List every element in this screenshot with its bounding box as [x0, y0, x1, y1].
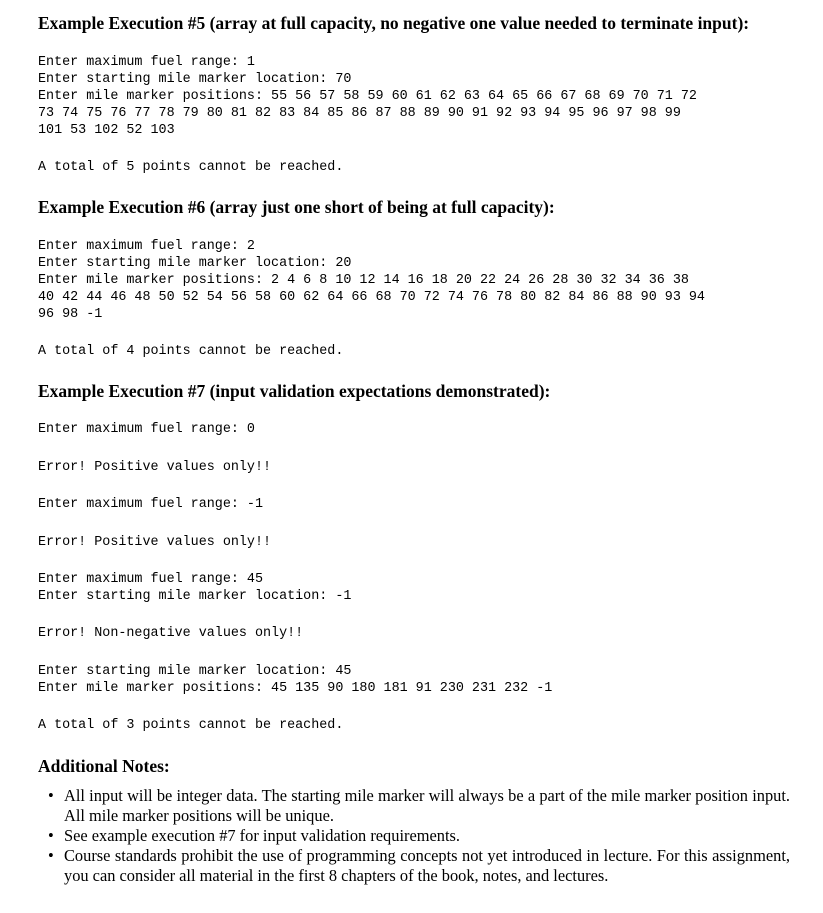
- console-line: Enter maximum fuel range: 1: [38, 55, 255, 70]
- example-6-console: [38, 238, 705, 323]
- example-5-console: [38, 54, 697, 139]
- console-line: 73 74 75 76 77 78 79 80 81 82 83 84 85 86 87 88 89 90 91 92 93 94 95 96 97 98 99: [38, 106, 681, 121]
- console-line: Enter maximum fuel range: 45: [38, 572, 263, 587]
- console-line: 40 42 44 46 48 50 52 54 56 58 60 62 64 66 68 70 72 74 76 78 80 82 84 86 88 90 93 94: [38, 290, 705, 305]
- note-text: Course standards prohibit the use of programming concepts not yet introduced in lecture. For this assignment, you can consider all material in the first 8 chapters of the book, notes, and lectures.: [64, 846, 790, 885]
- example-7-result: A total of 3 points cannot be reached.: [38, 718, 344, 733]
- console-line: 101 53 102 52 103: [38, 123, 175, 138]
- note-text: All input will be integer data. The starting mile marker will always be a part of the mile marker position input. All mile marker positions will be unique.: [64, 786, 790, 825]
- bullet-icon: •: [48, 826, 54, 845]
- example-5-result: A total of 5 points cannot be reached.: [38, 160, 344, 175]
- list-item: [38, 826, 790, 846]
- bullet-icon: •: [48, 846, 54, 865]
- error-message: Error! Non-negative values only!!: [38, 626, 304, 641]
- error-message: Error! Positive values only!!: [38, 535, 272, 550]
- example-5-heading: Example Execution #5 (array at full capacity, no negative one value needed to terminate input):: [38, 13, 750, 33]
- list-item: [38, 786, 790, 826]
- console-line: Enter starting mile marker location: 20: [38, 256, 352, 271]
- console-line: Enter maximum fuel range: -1: [38, 497, 263, 512]
- notes-list: [38, 786, 790, 886]
- error-message: Error! Positive values only!!: [38, 460, 272, 475]
- console-line: Enter maximum fuel range: 0: [38, 422, 255, 437]
- console-line: Enter mile marker positions: 2 4 6 8 10 12 14 16 18 20 22 24 26 28 30 32 34 36 38: [38, 273, 689, 288]
- example-6-result: A total of 4 points cannot be reached.: [38, 344, 344, 359]
- console-line: Enter mile marker positions: 55 56 57 58 59 60 61 62 63 64 65 66 67 68 69 70 71 72: [38, 89, 697, 104]
- example-7-heading: Example Execution #7 (input validation expectations demonstrated):: [38, 381, 551, 401]
- console-line: Enter maximum fuel range: 2: [38, 239, 255, 254]
- console-line: Enter starting mile marker location: -1: [38, 589, 352, 604]
- console-line: Enter starting mile marker location: 45: [38, 664, 352, 679]
- note-text: See example execution #7 for input validation requirements.: [64, 826, 460, 845]
- notes-heading: Additional Notes:: [38, 756, 170, 776]
- list-item: [38, 846, 790, 886]
- console-line: 96 98 -1: [38, 307, 103, 322]
- console-line: Enter starting mile marker location: 70: [38, 72, 352, 87]
- console-line: Enter mile marker positions: 45 135 90 180 181 91 230 231 232 -1: [38, 681, 553, 696]
- example-6-heading: Example Execution #6 (array just one short of being at full capacity):: [38, 197, 555, 217]
- bullet-icon: •: [48, 786, 54, 805]
